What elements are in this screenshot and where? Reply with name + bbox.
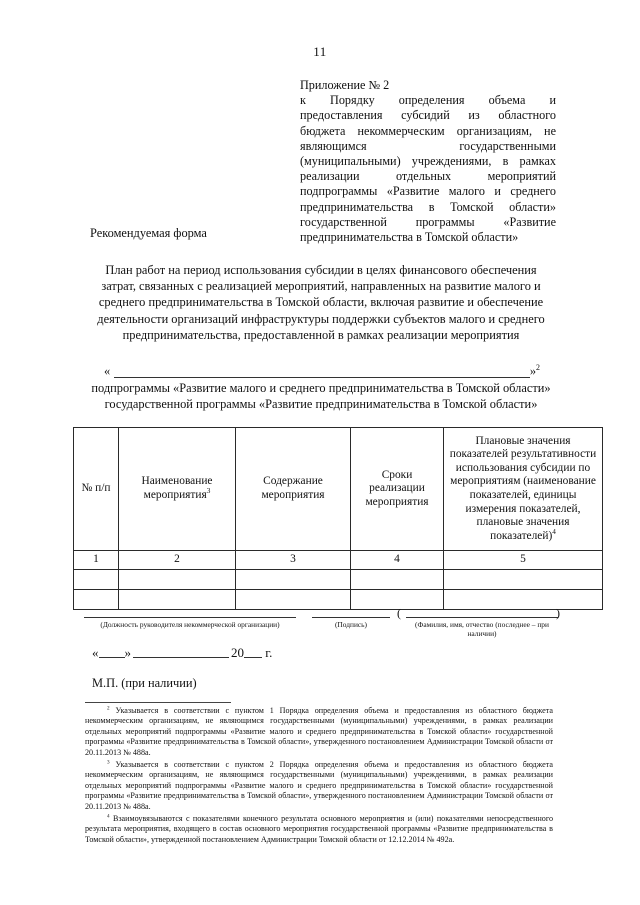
signature-captions-row [84, 620, 562, 638]
paren-open: ( [397, 606, 401, 620]
footnote-text: Указывается в соответствии с пунктом 1 Порядка определения объема и предоставления из областного бюджета некоммерческим организациям, не являющимся государственными (муниципальными) учреждениями, в рамках реализации отдельных мероприятий подпрограммы «Развитие малого и среднего предпринимательства в Томской области» государственной программы «Развитие предпринимательства в Томской области», утвержденного постановлением Администрации Томской области от 20.11.2013 № 488а. [85, 706, 553, 757]
cell-measure-content[interactable] [236, 570, 351, 590]
signature-rule-row [84, 606, 562, 620]
table-row[interactable] [74, 570, 603, 590]
footnote-marker-2: 2 [536, 362, 540, 372]
cell-measure-name[interactable] [119, 570, 236, 590]
numbering-cell-2: 2 [119, 551, 236, 570]
date-quote-close: » [124, 645, 131, 660]
header-measure-terms: Сроки реализации мероприятия [351, 428, 444, 551]
measure-name-input[interactable] [114, 377, 530, 378]
quote-close: »$^2$ [529, 362, 540, 378]
footnote-item [85, 814, 553, 845]
page-number: 11 [313, 44, 327, 59]
header-measure-name: Наименование мероприятия$^3$ [119, 428, 236, 551]
footnote-number: 4 [107, 813, 110, 820]
numbering-cell-3: 3 [236, 551, 351, 570]
footnote-text: Взаимоувязываются с показателями конечного результата основного мероприятия и (или) показателями непосредственного результата мероприятия, входящего в состав основного мероприятия государственной программы «Развитие предпринимательства в Томской области», утвержденной постановлением Администрации Томской области от 12.12.2014 № 492а. [85, 814, 553, 844]
full-name-input[interactable] [406, 617, 558, 618]
numbering-cell-4: 4 [351, 551, 444, 570]
appendix-reference-text: к Порядку определения объема и предоставления субсидий из областного бюджета некоммерческим организациям, не являющимся государственными (муниципальными) учреждениями, в рамках реализации отдельных мероприятий подпрограммы «Развитие малого и среднего предпринимательства в Томской области» государственной программы «Развитие предпринимательства в Томской области» [300, 93, 556, 245]
header-number: № п/п [74, 428, 119, 551]
cell-target-values[interactable] [444, 570, 603, 590]
footnote-number: 3 [107, 759, 110, 766]
document-title: План работ на период использования субсидии в целях финансового обеспечения затрат, связанных с реализацией мероприятий, направленных на развитие малого и среднего предпринимательства в Томской области, включая развитие и обеспечение деятельности организаций инфраструктуры поддержки субъектов малого и среднего предпринимательства, предоставленной в рамках реализации мероприятия [97, 263, 545, 342]
stamp-note: М.П. (при наличии) [92, 676, 197, 690]
footnote-text: Указывается в соответствии с пунктом 2 Порядка определения объема и предоставления из областного бюджета некоммерческим организациям, не являющимся государственными (муниципальными) учреждениями, в рамках реализации отдельных мероприятий подпрограммы «Развитие малого и среднего предпринимательства в Томской области» государственной программы «Развитие предпринимательства в Томской области», утвержденного постановлением Администрации Томской области от 20.11.2013 № 488а. [85, 760, 553, 811]
date-quote-open: « [92, 645, 99, 660]
appendix-header [300, 78, 556, 245]
footnote-number: 2 [107, 705, 110, 712]
measure-name-fill-row [88, 364, 554, 380]
quote-open: « [104, 364, 111, 378]
subtitle-line-1: подпрограммы «Развитие малого и среднего предпринимательства в Томской области» [91, 381, 551, 395]
subtitle-line-2: государственной программы «Развитие предпринимательства в Томской области» [104, 397, 538, 412]
footnote-marker-4: 4 [552, 527, 556, 536]
cell-measure-terms[interactable] [351, 570, 444, 590]
signature-input[interactable] [312, 617, 390, 618]
plan-table [73, 427, 603, 610]
paren-close: ) [556, 606, 560, 620]
header-measure-content: Содержание мероприятия [236, 428, 351, 551]
plan-table-head [74, 428, 603, 551]
recommended-form-label: Рекомендуемая форма [90, 226, 207, 240]
caption-full-name: (Фамилия, имя, отчество (последнее – при наличии) [415, 620, 549, 638]
numbering-cell-1: 1 [74, 551, 119, 570]
signature-block [84, 606, 562, 638]
plan-table-body [74, 551, 603, 610]
table-numbering-row [74, 551, 603, 570]
footnotes-section [85, 702, 553, 847]
year-suffix: г. [265, 645, 273, 660]
footnote-item [85, 706, 553, 758]
table-header-row [74, 428, 603, 551]
caption-position: (Должность руководителя некоммерческой организации) [100, 620, 280, 629]
date-line [92, 645, 272, 661]
header-target-values: Плановые значения показателей результативности использования субсидии по мероприятиям (наименование показателей, единицы измерения показателей, плановые значения показателей)$^4$ [444, 428, 603, 551]
month-input[interactable] [133, 657, 229, 658]
numbering-cell-5: 5 [444, 551, 603, 570]
day-input[interactable] [99, 657, 125, 658]
footnote-item [85, 760, 553, 812]
appendix-title: Приложение № 2 [300, 78, 390, 92]
footnote-separator [85, 702, 231, 703]
document-subtitle [74, 380, 568, 412]
footnote-marker-3: 3 [206, 487, 211, 496]
year-input[interactable] [244, 657, 262, 658]
position-input[interactable] [84, 617, 296, 618]
caption-signature: (Подпись) [334, 620, 368, 629]
year-prefix: 20 [231, 645, 244, 660]
cell-number[interactable] [74, 570, 119, 590]
